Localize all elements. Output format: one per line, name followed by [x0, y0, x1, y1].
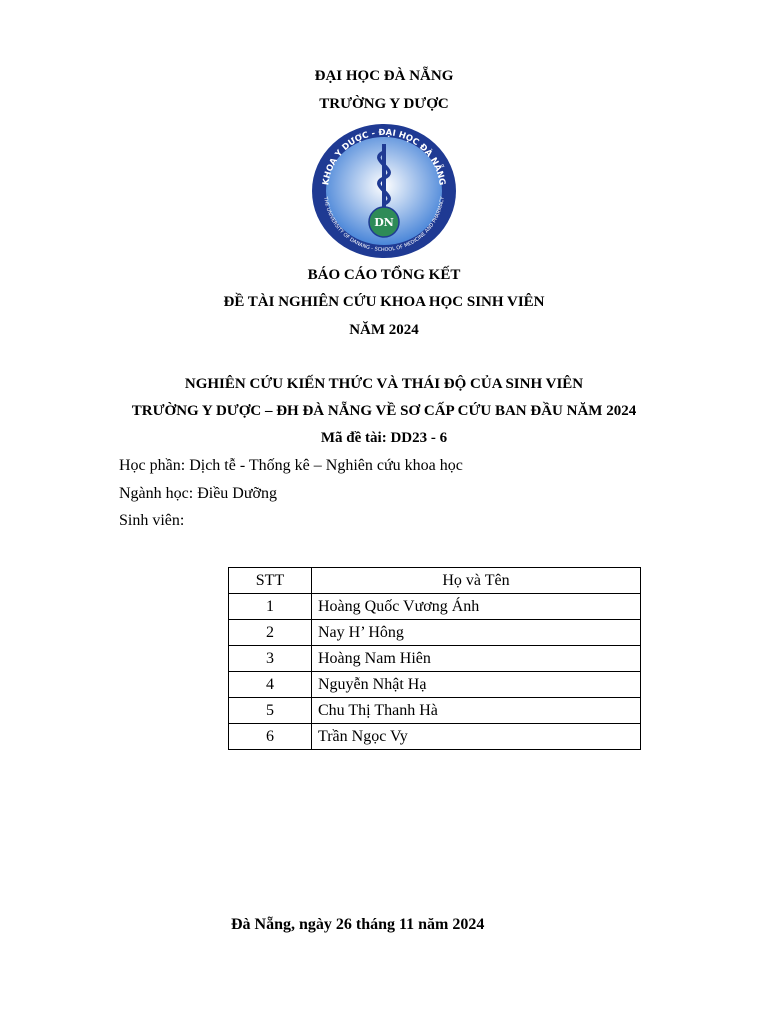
row-name: Nay H’ Hông: [312, 620, 641, 646]
row-name: Hoàng Nam Hiên: [312, 646, 641, 672]
column-header-stt: STT: [229, 568, 312, 594]
report-title: BÁO CÁO TỔNG KẾT: [307, 267, 461, 283]
topic-code: Mã đề tài: DD23 - 6: [320, 430, 448, 446]
row-stt: 5: [229, 698, 312, 724]
row-stt: 3: [229, 646, 312, 672]
topic-title-line2: TRƯỜNG Y DƯỢC – ĐH ĐÀ NẴNG VỀ SƠ CẤP CỨU BAN ĐẦU NĂM 2024: [131, 403, 637, 419]
table-row: [229, 594, 641, 620]
place-and-date: Đà Nẵng, ngày 26 tháng 11 năm 2024: [231, 916, 485, 933]
table-row: [229, 620, 641, 646]
table-row: [229, 698, 641, 724]
row-name: Hoàng Quốc Vương Ánh: [312, 594, 641, 620]
logo-text-top: KHOA Y DƯỢC - ĐẠI HỌC ĐÀ NẴNG: [321, 127, 447, 187]
logo-text-bottom: THE UNIVERSITY OF DANANG - SCHOOL OF MEDICINE AND PHARMACY: [322, 196, 446, 254]
table-row: [229, 724, 641, 750]
students-label: Sinh viên:: [119, 512, 185, 529]
topic-title-line1: NGHIÊN CỨU KIẾN THỨC VÀ THÁI ĐỘ CỦA SINH VIÊN: [184, 376, 584, 392]
row-stt: 2: [229, 620, 312, 646]
university-name: ĐẠI HỌC ĐÀ NẴNG: [314, 68, 454, 84]
column-header-name: Họ và Tên: [312, 568, 641, 594]
school-name: TRƯỜNG Y DƯỢC: [319, 96, 449, 112]
table-row: [229, 646, 641, 672]
report-year: NĂM 2024: [349, 322, 419, 338]
row-stt: 1: [229, 594, 312, 620]
students-table: [228, 567, 641, 750]
university-logo: [310, 122, 458, 260]
row-name: Nguyễn Nhật Hạ: [312, 672, 641, 698]
table-row: [229, 672, 641, 698]
report-subtitle: ĐỀ TÀI NGHIÊN CỨU KHOA HỌC SINH VIÊN: [223, 294, 545, 310]
row-stt: 6: [229, 724, 312, 750]
row-name: Trần Ngọc Vy: [312, 724, 641, 750]
course-info: Học phần: Dịch tễ - Thống kê – Nghiên cứu khoa học: [119, 457, 463, 474]
table-header-row: [229, 568, 641, 594]
major-info: Ngành học: Điều Dưỡng: [119, 485, 277, 502]
row-stt: 4: [229, 672, 312, 698]
logo-emblem-text: DN: [374, 216, 394, 229]
row-name: Chu Thị Thanh Hà: [312, 698, 641, 724]
